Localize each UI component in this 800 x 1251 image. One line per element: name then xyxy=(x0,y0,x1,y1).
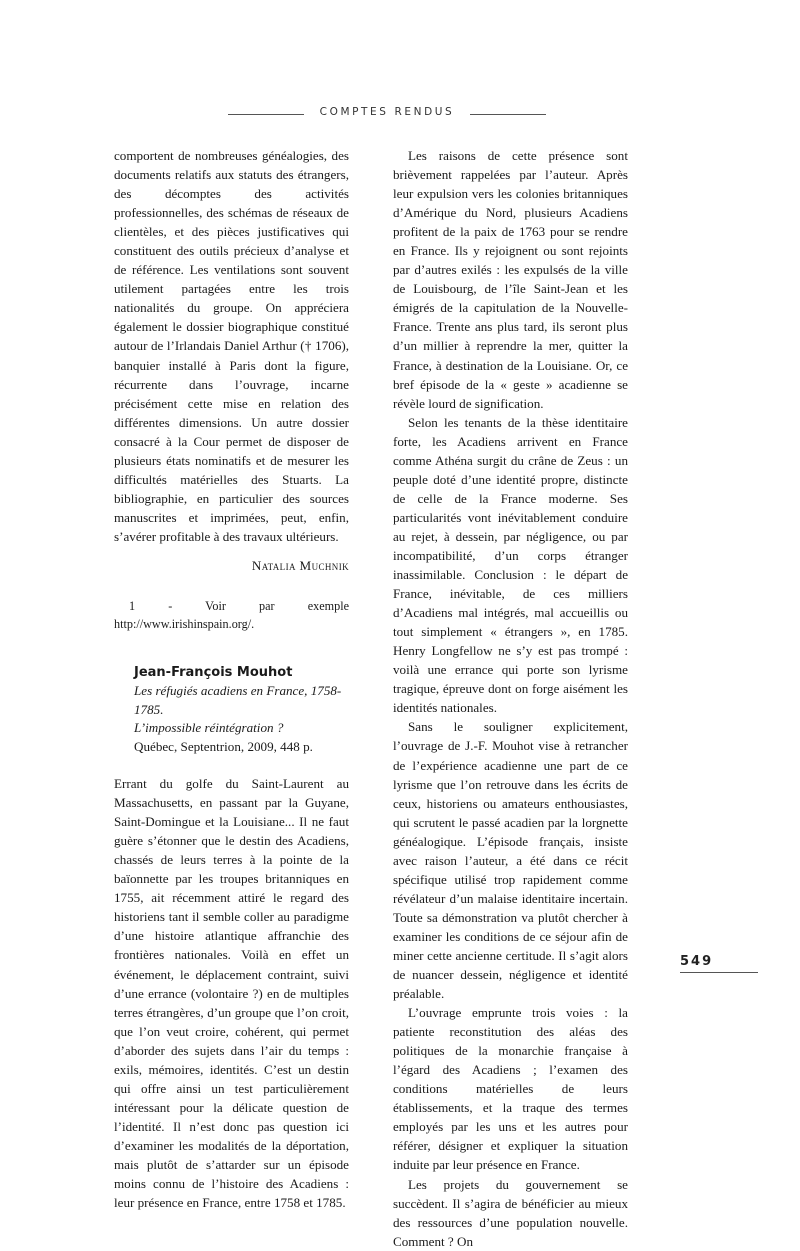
header-rule-right xyxy=(470,114,546,115)
paragraph: Sans le souligner explicitement, l’ouvrage de J.-F. Mouhot vise à retrancher de l’expérience acadienne une part de ce lyrisme que l’on retrouve dans les écrits de ceux, historiens ou amateurs enthousiastes, qui scrutent le passé acadien par la lorgnette généalogique. L’épisode français, insiste avec raison l’auteur, a été dans ce récit spécifique utilisé trop rapidement comme révélateur d’un malaise identitaire incertain. Toute sa démonstration va plutôt chercher à examiner les conditions de ce séjour afin de miner cette ancienne certitude. Il s’agit alors de nuancer dessein, négligence et identité préalable. xyxy=(393,719,628,1002)
book-author: Jean-François Mouhot xyxy=(134,665,293,681)
section-title: COMPTES RENDUS xyxy=(319,106,455,118)
paragraph: Selon les tenants de la thèse identitaire forte, les Acadiens arrivent en France comme Athéna surgit du crâne de Zeus : un peuple doté d’une identité propre, distincte de celle de la France moderne. Ses particularités vont inévitablement conduire au rejet, à dessein, par négligence, ou par incompatibilité, d’un corps étranger inassimilable. Conclusion : le départ de France, inévitable, de ces milliers d’Acadiens mal intégrés, mal accueillis ou tout simplement « étrangers », en 1785. Henry Longfellow ne s’y est pas trompé : voilà une errance qui porte son lyrisme tragique, épreuve dont on forge aisément les identités nationales. xyxy=(393,414,628,716)
review-signature: Natalia Muchnik xyxy=(251,557,349,573)
book-title-line-2: L’impossible réintégration ? xyxy=(134,720,284,736)
page-number-rule xyxy=(680,972,758,973)
review-body-paragraph: Errant du golfe du Saint-Laurent au Massachusetts, en passant par la Guyane, Saint-Domingue et la Louisiane... Il ne faut guère s’étonner que le destin des Acadiens, chassés de leurs terres à la pointe de la baïonnette par les troupes britanniques en 1755, ait récemment attiré le regard des historiens tant il semble coller au paradigme d’une histoire atlantique affranchie des frontières nationales. Voilà en effet un événement, le déplacement contraint, suivi d’une errance (volontaire ?) en de multiples terres étrangères, d’un groupe que l’on croit, que l’on veut croire, cohérent, qui permet d’aborder des sujets dans l’air du temps : exils, mémoires, identités. C’est un destin qui offre ainsi un test particulièrement intéressant pour la délicate question de l’identité. Il n’est donc pas question ici d’examiner les modalités de la déportation, mais plutôt de s’attarder sur un épisode moins connu de l’histoire des Acadiens : leur présence en France, entre 1758 et 1785. xyxy=(114,776,349,1211)
footnote: 1 - Voir par exemple http://www.irishinspain.org/. xyxy=(114,599,349,632)
page-number: 549 xyxy=(680,954,714,969)
header-rule-left xyxy=(228,114,304,115)
right-column xyxy=(393,146,628,1251)
running-header xyxy=(0,106,800,122)
book-title-line-1: Les réfugiés acadiens en France, 1758-1785. xyxy=(134,683,342,717)
paragraph: Les projets du gouvernement se succèdent. Il s’agira de bénéficier au mieux des ressources d’une population nouvelle. Comment ? On xyxy=(393,1176,628,1249)
paragraph: Les raisons de cette présence sont brièvement rappelées par l’auteur. Après leur expulsion vers les colonies britanniques d’Amérique du Nord, plusieurs Acadiens profitent de la paix de 1763 pour se rendre en France. Ils y rejoignent ou sont rejoints par d’autres exilés : les expulsés de la ville de Louisbourg, de l’île Saint-Jean et les émigrés de la capitulation de la Nouvelle-France. Trente ans plus tard, ils seront plus d’un millier à reprendre la mer, quitter la France, à destination de la Louisiane. Or, ce bref épisode de la « geste » acadienne se révèle lourd de signification. xyxy=(393,148,628,411)
continuation-paragraph: comportent de nombreuses généalogies, des documents relatifs aux statuts des étrangers, des décomptes des activités professionnelles, des schémas de réseaux de clientèles, et des pièces justificatives qui constituent des outils précieux d’analyse et de référence. Les ventilations sont souvent utilement partagées entre les trois nationalités du groupe. On appréciera également le dossier biographique constitué autour de l’Irlandais Daniel Arthur († 1706), banquier installé à Paris dont la figure, récurrente dans l’ouvrage, incarne précisément cette mise en relation des différentes dimensions. Un autre dossier consacré à la Cour permet de disposer de plusieurs états nominatifs et de mesurer les difficultés matérielles des Stuarts. La bibliographie, en particulier des sources manuscrites et imprimées, peut, enfin, s’avérer profitable à des travaux ultérieurs. xyxy=(114,148,349,544)
review-header xyxy=(114,663,349,756)
book-publication: Québec, Septentrion, 2009, 448 p. xyxy=(134,738,313,754)
paragraph: L’ouvrage emprunte trois voies : la patiente reconstitution des aléas des politiques de la monarchie française à l’égard des Acadiens ; l’examen des conditions matérielles de leurs établissements, et la traque des termes employés par les uns et les autres pour référer, désigner et expliquer la situation induite par leur présence en France. xyxy=(393,1005,628,1173)
left-column xyxy=(114,146,349,1212)
